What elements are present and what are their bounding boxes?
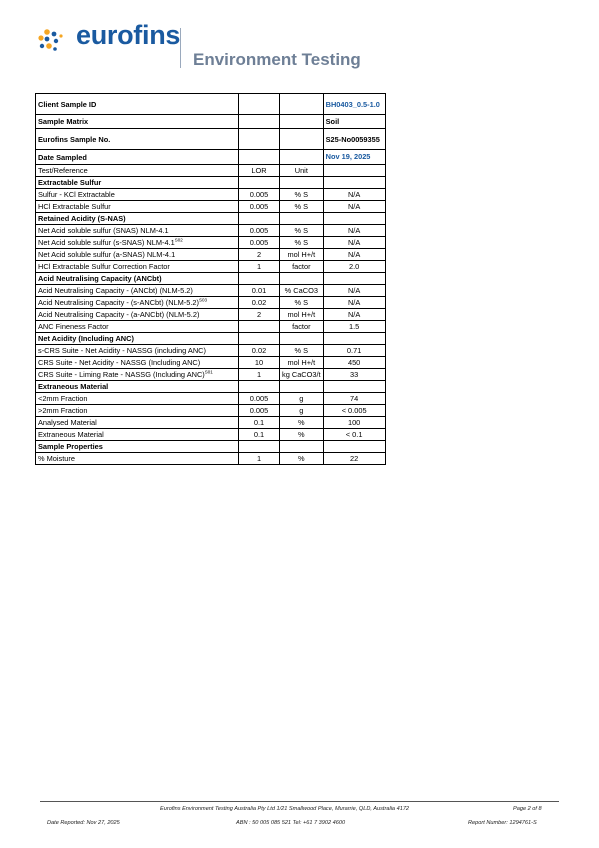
test-name-cell (36, 249, 239, 261)
lor-cell: 1 (239, 453, 280, 465)
unit-cell: factor (280, 321, 324, 333)
result-value-cell: < 0.005 (323, 405, 385, 417)
test-name: ANC Fineness Factor (38, 322, 109, 331)
result-row (36, 429, 386, 441)
column-header-unit: Unit (280, 165, 324, 177)
result-row (36, 453, 386, 465)
section-title: Sample Properties (36, 441, 239, 453)
result-value-cell: 100 (323, 417, 385, 429)
unit-cell: mol H+/t (280, 249, 324, 261)
result-value-cell: 22 (323, 453, 385, 465)
result-row (36, 357, 386, 369)
test-name-cell (36, 321, 239, 333)
section-header-row (36, 177, 386, 189)
column-header-test: Test/Reference (36, 165, 239, 177)
test-name: Extraneous Material (38, 430, 104, 439)
test-name-cell (36, 369, 239, 381)
result-value-cell: N/A (323, 237, 385, 249)
section-header-row (36, 333, 386, 345)
test-name: HCl Extractable Sulfur (38, 202, 111, 211)
lor-cell: 0.1 (239, 429, 280, 441)
lor-cell: 0.005 (239, 393, 280, 405)
unit-cell: % CaCO3 (280, 285, 324, 297)
eurofins-sample-no-value: S25-No0059355 (323, 129, 385, 150)
header-row-eurofins-sample-no (36, 129, 386, 150)
column-header-lor: LOR (239, 165, 280, 177)
result-value-cell: 33 (323, 369, 385, 381)
test-name: Net Acid soluble sulfur (s-SNAS) NLM-4.1 (38, 238, 175, 247)
unit-cell: % S (280, 345, 324, 357)
lor-cell: 2 (239, 309, 280, 321)
lor-cell: 0.02 (239, 297, 280, 309)
test-footnote-ref: S03 (199, 297, 208, 303)
test-name-cell (36, 201, 239, 213)
test-footnote-ref: S02 (174, 237, 183, 243)
unit-cell: % S (280, 297, 324, 309)
lor-cell: 1 (239, 369, 280, 381)
lor-cell: 1 (239, 261, 280, 273)
test-name-cell (36, 417, 239, 429)
result-value-cell: 0.71 (323, 345, 385, 357)
client-sample-id-label: Client Sample ID (36, 94, 239, 115)
header-divider (180, 28, 181, 68)
lor-cell: 0.1 (239, 417, 280, 429)
footer-abn: ABN : 50 005 085 521 Tel: +61 7 3902 4600 (236, 820, 346, 826)
test-name: HCl Extractable Sulfur Correction Factor (38, 262, 170, 271)
footer-date-reported: Date Reported: Nov 27, 2025 (47, 820, 120, 826)
eurofins-logo-dots-icon (37, 28, 71, 54)
test-name: Analysed Material (38, 418, 97, 427)
test-name: CRS Suite - Liming Rate - NASSG (Including ANC) (38, 370, 205, 379)
test-name-cell (36, 309, 239, 321)
lor-cell: 10 (239, 357, 280, 369)
lor-cell: 2 (239, 249, 280, 261)
lor-cell: 0.005 (239, 405, 280, 417)
test-name-cell (36, 429, 239, 441)
result-value-cell: N/A (323, 225, 385, 237)
unit-cell: % (280, 417, 324, 429)
header-row-date-sampled (36, 150, 386, 165)
test-name-cell (36, 405, 239, 417)
lor-cell: 0.005 (239, 189, 280, 201)
eurofins-sample-no-label: Eurofins Sample No. (36, 129, 239, 150)
result-value-cell: N/A (323, 249, 385, 261)
result-row (36, 225, 386, 237)
column-header-row (36, 165, 386, 177)
result-row (36, 297, 386, 309)
result-row (36, 309, 386, 321)
test-name-cell (36, 261, 239, 273)
section-header-row (36, 273, 386, 285)
sample-matrix-value: Soil (323, 115, 385, 129)
test-name-cell (36, 357, 239, 369)
result-value-cell: N/A (323, 285, 385, 297)
test-name: Acid Neutralising Capacity - (a-ANCbt) (NLM-5.2) (38, 310, 200, 319)
result-row (36, 405, 386, 417)
result-row (36, 237, 386, 249)
test-name: Acid Neutralising Capacity - (s-ANCbt) (NLM-5.2) (38, 298, 199, 307)
unit-cell: % S (280, 225, 324, 237)
footer-page-number: Page 2 of 8 (513, 806, 542, 812)
lor-cell: 0.005 (239, 237, 280, 249)
test-name-cell (36, 453, 239, 465)
test-name-cell (36, 237, 239, 249)
sample-matrix-label: Sample Matrix (36, 115, 239, 129)
test-name: >2mm Fraction (38, 406, 88, 415)
result-row (36, 261, 386, 273)
test-name-cell (36, 345, 239, 357)
test-name-cell (36, 225, 239, 237)
header-row-client-sample-id (36, 94, 386, 115)
result-value-cell: 2.0 (323, 261, 385, 273)
result-value-cell: 74 (323, 393, 385, 405)
header-row-sample-matrix (36, 115, 386, 129)
unit-cell: g (280, 405, 324, 417)
result-value-cell: 450 (323, 357, 385, 369)
date-sampled-label: Date Sampled (36, 150, 239, 165)
unit-cell: kg CaCO3/t (280, 369, 324, 381)
lor-cell: 0.005 (239, 201, 280, 213)
section-title: Net Acidity (Including ANC) (36, 333, 239, 345)
test-name: Net Acid soluble sulfur (a-SNAS) NLM-4.1 (38, 250, 176, 259)
section-header-row (36, 441, 386, 453)
result-row (36, 393, 386, 405)
test-footnote-ref: S01 (204, 369, 213, 375)
test-name: s-CRS Suite - Net Acidity - NASSG (including ANC) (38, 346, 206, 355)
result-row (36, 321, 386, 333)
result-row (36, 189, 386, 201)
client-sample-id-value: BH0403_0.5-1.0 (323, 94, 385, 115)
section-header-row (36, 213, 386, 225)
result-value-cell: N/A (323, 309, 385, 321)
test-name: Acid Neutralising Capacity - (ANCbt) (NLM-5.2) (38, 286, 193, 295)
lor-cell: 0.01 (239, 285, 280, 297)
test-name: Sulfur - KCl Extractable (38, 190, 115, 199)
test-name-cell (36, 285, 239, 297)
section-title: Retained Acidity (S-NAS) (36, 213, 239, 225)
section-header-row (36, 381, 386, 393)
lor-cell: 0.005 (239, 225, 280, 237)
division-title: Environment Testing (193, 50, 361, 69)
date-sampled-value: Nov 19, 2025 (323, 150, 385, 165)
test-name: % Moisture (38, 454, 75, 463)
section-title: Acid Neutralising Capacity (ANCbt) (36, 273, 239, 285)
result-row (36, 285, 386, 297)
unit-cell: % (280, 453, 324, 465)
unit-cell: % (280, 429, 324, 441)
result-row (36, 345, 386, 357)
report-header (0, 0, 599, 80)
result-row (36, 369, 386, 381)
lor-cell (239, 321, 280, 333)
result-value-cell: < 0.1 (323, 429, 385, 441)
result-value-cell: N/A (323, 201, 385, 213)
result-row (36, 417, 386, 429)
footer-rule (40, 801, 559, 802)
section-title: Extraneous Material (36, 381, 239, 393)
section-title: Extractable Sulfur (36, 177, 239, 189)
unit-cell: g (280, 393, 324, 405)
test-name: CRS Suite - Net Acidity - NASSG (Including ANC) (38, 358, 201, 367)
lor-cell: 0.02 (239, 345, 280, 357)
footer-address: Eurofins Environment Testing Australia Pty Ltd 1/21 Smallwood Place, Murarrie, QLD, Australia 4172 (160, 806, 410, 812)
results-table (35, 93, 386, 465)
unit-cell: mol H+/t (280, 309, 324, 321)
unit-cell: % S (280, 189, 324, 201)
unit-cell: mol H+/t (280, 357, 324, 369)
footer-report-number: Report Number: 1294761-S (468, 820, 537, 826)
test-name-cell (36, 297, 239, 309)
result-row (36, 201, 386, 213)
unit-cell: factor (280, 261, 324, 273)
result-value-cell: N/A (323, 189, 385, 201)
unit-cell: % S (280, 237, 324, 249)
test-name-cell (36, 393, 239, 405)
eurofins-logo-text: eurofins (76, 20, 181, 50)
test-name: Net Acid soluble sulfur (SNAS) NLM-4.1 (38, 226, 169, 235)
result-value-cell: 1.5 (323, 321, 385, 333)
test-name: <2mm Fraction (38, 394, 88, 403)
unit-cell: % S (280, 201, 324, 213)
result-row (36, 249, 386, 261)
result-value-cell: N/A (323, 297, 385, 309)
test-name-cell (36, 189, 239, 201)
